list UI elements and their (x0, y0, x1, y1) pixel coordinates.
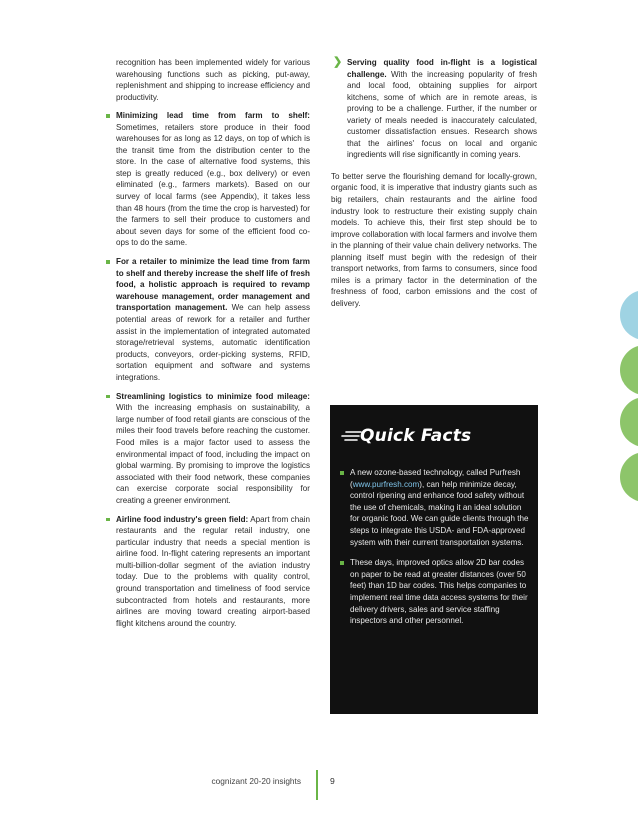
arrow-item-body: With the increasing popularity of fresh and local food, obtaining supplies for airport kitchens, some of which are in remote areas, is proving to be a challenge. Further, if the number or variety of meals needed is inaccurately calculated, customer dissatisfaction ensues. Research shows that the airlines' focus on local and organic ingredients will rise significantly in coming years. (347, 69, 537, 160)
list-item (350, 557, 530, 627)
purfresh-link[interactable]: www.purfresh.com (352, 479, 420, 489)
footer-divider (316, 770, 318, 800)
list-item (116, 256, 310, 383)
list-item (350, 467, 530, 548)
left-bullet-list (116, 110, 310, 629)
bullet-lead: Airline food industry's green field: (116, 514, 249, 524)
right-column (331, 57, 537, 309)
bullet-lead: Minimizing lead time from farm to shelf: (116, 111, 310, 121)
arrow-item-lead: Serving quality food in-flight is a logistical challenge. (347, 58, 537, 79)
list-item (116, 110, 310, 249)
page-number: 9 (330, 776, 335, 786)
bullet-body: Sometimes, retailers store produce in their food warehouses for as long as 12 days, on top of which is the transit time from the distribution center to the store. In the case of alternative food systems, this step is greatly reduced (e.g., box delivery) or even eliminated (e.g., farmers markets). Based on our survey of local farms (see Appendix), it takes less than 48 hours (from the time the crop is harvested) for the farmers to sell their produce to customers and about seven days for some of the efficient food co-ops to do the same. (116, 122, 310, 248)
bullet-body: With the increasing emphasis on sustainability, a large number of food retail giants are conscious of the miles their food travels before reaching the customer. Food miles is a major factor used to assess the environmental impact of food, including the impact on global warming. By promising to improve the logistics associated with their food network, these companies can exercise corporate social responsibility for creating a greener environment. (116, 403, 310, 505)
intro-paragraph: recognition has been implemented widely for various warehousing functions such as picking, put-away, replenishment and shipping to increase efficiency and productivity. (116, 58, 310, 102)
fact-text: These days, improved optics allow 2D bar codes on paper to be read at greater distances (over 50 feet) than 1D bar codes. This helps companies to implement real time data access systems for their delivery drivers, sales and service staffing inspectors and other personnel. (350, 558, 528, 626)
list-item (116, 514, 310, 629)
fact-text: A new ozone-based technology, called Purfresh ( (350, 468, 521, 489)
fact-text: ), can help minimize decay, control ripening and enhance food safety without the use of chemicals, making it an ideal solution for organic food. We can guide clients through the steps to integrate this USDA- and FDA-approved system with their current transportation systems. (350, 479, 529, 547)
quick-facts-list (350, 467, 530, 636)
chevron-right-icon: ❯ (333, 56, 343, 68)
section-tab-green[interactable] (620, 397, 638, 447)
arrow-list-item (331, 57, 537, 161)
quick-facts-header (330, 425, 538, 449)
list-item (116, 391, 310, 506)
bullet-body: Apart from chain restaurants and the regular retail industry, one particular industry that needs a special mention is airline food. In-flight catering represents an important multi-billion-dollar segment of the aviation industry today. Due to the problems with quality control, ground transportation and timeliness of food service subcontracted from hotels and restaurants, more airlines are moving toward creating airport-based flight kitchens around the country. (116, 514, 311, 628)
bullet-lead: Streamlining logistics to minimize food mileage: (116, 391, 310, 401)
footer-publication: cognizant 20-20 insights (211, 776, 301, 786)
section-tab-green[interactable] (620, 452, 638, 502)
left-column (116, 57, 310, 637)
quick-facts-title: Quick Facts (360, 426, 472, 446)
section-tab-green[interactable] (620, 345, 638, 395)
body-paragraph: To better serve the flourishing demand for locally-grown, organic food, it is imperative that industry giants such as big retailers, chain restaurants and the airline food industry look to restructure their existing supply chain models. To achieve this, their first step should be to improve collaboration with local farmers and involve them in the planning of their value chain delivery networks. The planning itself must begin with the redesign of their transport networks, from farms to consumers, since food miles is a primary factor in the determination of the freshness of food, carbon emissions and the cost of delivery. (331, 171, 537, 308)
bullet-lead: For a retailer to minimize the lead time from farm to shelf and thereby increase the shelf life of fresh food, a holistic approach is required to revamp warehouse management, order management and transportation management. (116, 257, 310, 313)
bullet-body: We can help assess potential areas of rework for a retailer and further assist in the implementation of integrated automated storage/retrieval systems, automatic identification products, conveyors, order-picking systems, RFID, sortation equipment and software and systems integrations. (116, 303, 310, 382)
section-tab-blue[interactable] (620, 290, 638, 340)
quick-facts-box (330, 405, 538, 714)
speed-lines-icon (340, 430, 362, 444)
